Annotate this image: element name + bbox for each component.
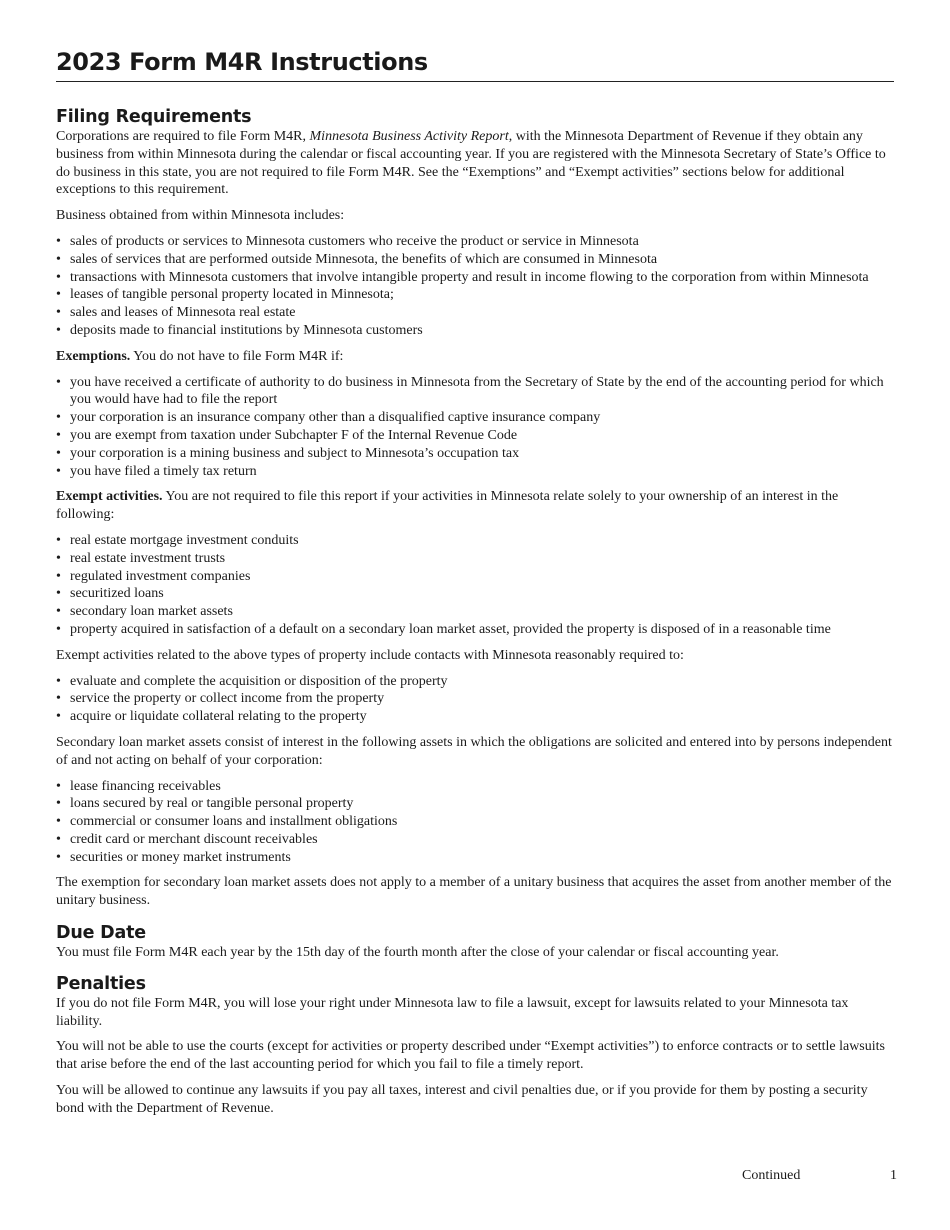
list-item: • real estate mortgage investment conduits [56,532,894,550]
list-item: • deposits made to financial institutions by Minnesota customers [56,322,894,340]
penalties-section [56,973,894,1118]
secondary-assets-intro: Secondary loan market assets consist of interest in the following assets in which the obligations are solicited and entered into by persons independent of and not acting on behalf of your corporation: [56,734,892,768]
secondary-assets-list [56,778,894,867]
exemptions-list [56,374,894,481]
list-item: • credit card or merchant discount receivables [56,831,894,849]
related-activities-list [56,673,894,726]
page-title: 2023 Form M4R Instructions [56,48,894,82]
document-page [56,48,894,1126]
exemptions-paragraph: Exemptions. You do not have to file Form M4R if: [56,348,344,364]
list-item: • real estate investment trusts [56,550,894,568]
list-item: • your corporation is an insurance company other than a disqualified captive insurance company [56,409,894,427]
list-item: • you have received a certificate of authority to do business in Minnesota from the Secretary of State by the end of the accounting period for which you would have had to file the report [56,374,894,410]
list-item: • sales of services that are performed outside Minnesota, the benefits of which are consumed in Minnesota [56,251,894,269]
due-date-text: You must file Form M4R each year by the 15th day of the fourth month after the close of your calendar or fiscal accounting year. [56,945,779,961]
exempt-activities-paragraph: Exempt activities. You are not required to file this report if your activities in Minnesota relate solely to your ownership of an interest in the following: [56,489,839,523]
list-item: • transactions with Minnesota customers that involve intangible property and result in income flowing to the corporation from within Minnesota [56,269,894,287]
list-item: • securities or money market instruments [56,849,894,867]
list-item: • your corporation is a mining business and subject to Minnesota’s occupation tax [56,445,894,463]
list-item: • secondary loan market assets [56,603,894,621]
page-number: 1 [890,1168,897,1183]
exempt-activities-label: Exempt activities. [56,489,163,505]
list-item: • sales and leases of Minnesota real estate [56,304,894,322]
list-item: • service the property or collect income from the property [56,690,894,708]
due-date-heading: Due Date [56,923,146,944]
filing-intro-paragraph: Corporations are required to file Form M4R, Minnesota Business Activity Report, with the Minnesota Department of Revenue if they obtain any business from within Minnesota during the calendar or fiscal accounting year. If you are registered with the Minnesota Secretary of State’s Office to do business in this state, you are not required to file Form M4R. See the “Exemptions” and “Exempt activities” sections below for additional exceptions to this requirement. [56,129,886,198]
penalties-paragraph: You will be allowed to continue any lawsuits if you pay all taxes, interest and civil penalties due, or if you provide for them by posting a security bond with the Department of Revenue. [56,1083,868,1116]
business-list [56,233,894,340]
list-item: • property acquired in satisfaction of a default on a secondary loan market asset, provided the property is disposed of in a reasonable time [56,621,894,639]
list-item: • leases of tangible personal property located in Minnesota; [56,286,894,304]
secondary-assets-closing: The exemption for secondary loan market assets does not apply to a member of a unitary business that acquires the asset from another member of the unitary business. [56,875,892,909]
list-item: • acquire or liquidate collateral relating to the property [56,708,894,726]
list-item: • regulated investment companies [56,568,894,586]
list-item: • commercial or consumer loans and installment obligations [56,813,894,831]
list-item: • securitized loans [56,585,894,603]
filing-requirements-section [56,106,894,910]
exemptions-label: Exemptions. [56,348,131,364]
list-item: • lease financing receivables [56,778,894,796]
continued-label: Continued [742,1168,801,1183]
penalties-paragraph: If you do not file Form M4R, you will lose your right under Minnesota law to file a lawsuit, except for lawsuits related to your Minnesota tax liability. [56,995,849,1029]
exempt-activities-list [56,532,894,639]
list-item: • loans secured by real or tangible personal property [56,795,894,813]
list-item: • evaluate and complete the acquisition or disposition of the property [56,673,894,691]
filing-requirements-heading: Filing Requirements [56,107,252,127]
business-intro: Business obtained from within Minnesota includes: [56,208,345,224]
list-item: • sales of products or services to Minnesota customers who receive the product or service in Minnesota [56,233,894,251]
due-date-section [56,922,894,962]
form-name: Minnesota Business Activity Report [309,129,509,144]
list-item: • you have filed a timely tax return [56,463,894,481]
penalties-heading: Penalties [56,973,146,994]
list-item: • you are exempt from taxation under Subchapter F of the Internal Revenue Code [56,427,894,445]
penalties-paragraph: You will not be able to use the courts (except for activities or property described under “Exempt activities”) to enforce contracts or to settle lawsuits that arise before the end of the last accounting period for which you fail to file a timely report. [56,1039,885,1073]
related-activities-intro: Exempt activities related to the above types of property include contacts with Minnesota reasonably required to: [56,647,684,663]
